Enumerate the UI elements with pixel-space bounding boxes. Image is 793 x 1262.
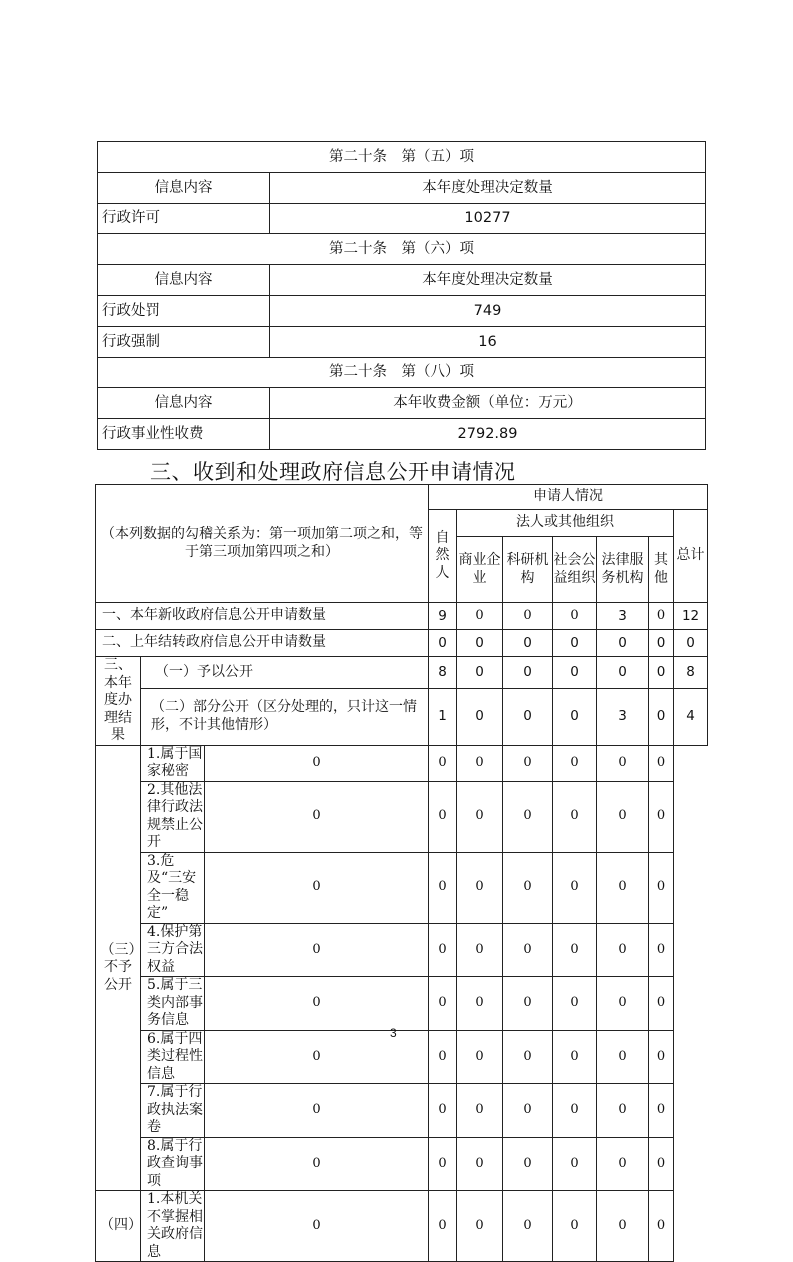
sec8-title: 第二十条 第（八）项 — [98, 357, 706, 388]
four-rows — [96, 1191, 708, 1262]
sec5-col-info: 信息内容 — [98, 172, 270, 203]
refuse-item-other: 0 — [597, 1137, 649, 1191]
refuse-item-label: 5.属于三类内部事务信息 — [141, 977, 205, 1031]
refuse-item-total: 0 — [649, 977, 674, 1031]
four-item-other: 0 — [597, 1191, 649, 1262]
refuse-item-natural: 0 — [205, 1137, 429, 1191]
col-other: 其他 — [649, 537, 674, 603]
row2-social: 0 — [553, 630, 597, 657]
partial-total: 4 — [674, 688, 708, 745]
four-item-label: 1.本机关不掌握相关政府信息 — [141, 1191, 205, 1262]
refuse-item-research: 0 — [457, 977, 503, 1031]
refuse-item-other: 0 — [597, 745, 649, 781]
applicant-header: 申请人情况 — [429, 485, 708, 510]
refuse-item-social: 0 — [503, 1137, 553, 1191]
open-social: 0 — [553, 657, 597, 689]
partial-other: 0 — [649, 688, 674, 745]
four-item-business: 0 — [429, 1191, 457, 1262]
penalty-label: 行政处罚 — [98, 295, 270, 326]
permit-value: 10277 — [270, 203, 706, 234]
refuse-item-research: 0 — [457, 923, 503, 977]
open-natural: 8 — [429, 657, 457, 689]
row1-business: 0 — [457, 603, 503, 630]
refuse-rows — [96, 745, 708, 1191]
sec5-col-count: 本年度处理决定数量 — [270, 172, 706, 203]
refuse-item-business: 0 — [429, 1030, 457, 1084]
table-row — [96, 1030, 708, 1084]
col-natural-person: 自然人 — [429, 510, 457, 603]
refuse-item-social: 0 — [503, 1084, 553, 1138]
refuse-item-research: 0 — [457, 852, 503, 923]
col-legal: 法律服务机构 — [597, 537, 649, 603]
four-item-legal: 0 — [553, 1191, 597, 1262]
row1-research: 0 — [503, 603, 553, 630]
refuse-item-social: 0 — [503, 852, 553, 923]
page-number: 3 — [390, 1026, 397, 1040]
partial-label: （二）部分公开（区分处理的，只计这一情形，不计其他情形） — [141, 688, 429, 745]
refuse-item-legal: 0 — [553, 977, 597, 1031]
col-business: 商业企业 — [457, 537, 503, 603]
refuse-item-label: 1.属于国家秘密 — [141, 745, 205, 781]
partial-legal: 3 — [597, 688, 649, 745]
table-row — [96, 1137, 708, 1191]
row1-natural: 9 — [429, 603, 457, 630]
refuse-item-research: 0 — [457, 745, 503, 781]
four-item-research: 0 — [457, 1191, 503, 1262]
refuse-item-social: 0 — [503, 977, 553, 1031]
refuse-item-total: 0 — [649, 852, 674, 923]
refuse-item-total: 0 — [649, 1137, 674, 1191]
refuse-item-label: 8.属于行政查询事项 — [141, 1137, 205, 1191]
refuse-item-other: 0 — [597, 977, 649, 1031]
refuse-item-social: 0 — [503, 781, 553, 852]
sec5-title: 第二十条 第（五）项 — [98, 142, 706, 173]
col-social: 社会公益组织 — [553, 537, 597, 603]
table-row — [96, 1191, 708, 1262]
refuse-item-total: 0 — [649, 781, 674, 852]
table-row — [96, 781, 708, 852]
four-label: （四） — [96, 1191, 141, 1262]
sec8-col-fee: 本年收费金额（单位：万元） — [270, 388, 706, 419]
refuse-item-business: 0 — [429, 781, 457, 852]
row1-other: 0 — [649, 603, 674, 630]
refuse-item-legal: 0 — [553, 1137, 597, 1191]
refuse-item-total: 0 — [649, 1084, 674, 1138]
refuse-item-legal: 0 — [553, 781, 597, 852]
refuse-item-legal: 0 — [553, 1084, 597, 1138]
refuse-item-research: 0 — [457, 781, 503, 852]
row1-social: 0 — [553, 603, 597, 630]
refuse-item-business: 0 — [429, 923, 457, 977]
refuse-item-legal: 0 — [553, 1030, 597, 1084]
four-item-social: 0 — [503, 1191, 553, 1262]
col-research: 科研机构 — [503, 537, 553, 603]
refuse-item-natural: 0 — [205, 781, 429, 852]
application-stats-table — [95, 484, 708, 1262]
row2-label: 二、上年结转政府信息公开申请数量 — [96, 630, 429, 657]
sec6-col-info: 信息内容 — [98, 265, 270, 296]
penalty-value: 749 — [270, 295, 706, 326]
partial-natural: 1 — [429, 688, 457, 745]
refuse-item-research: 0 — [457, 1030, 503, 1084]
row2-natural: 0 — [429, 630, 457, 657]
refuse-item-legal: 0 — [553, 745, 597, 781]
fee-label: 行政事业性收费 — [98, 419, 270, 450]
open-total: 8 — [674, 657, 708, 689]
legal-person-header: 法人或其他组织 — [457, 510, 674, 537]
refuse-item-business: 0 — [429, 852, 457, 923]
refuse-item-label: 4.保护第三方合法权益 — [141, 923, 205, 977]
sec8-col-info: 信息内容 — [98, 388, 270, 419]
refuse-item-social: 0 — [503, 1030, 553, 1084]
refuse-item-legal: 0 — [553, 923, 597, 977]
four-item-total: 0 — [649, 1191, 674, 1262]
table-row — [96, 745, 708, 781]
refuse-item-research: 0 — [457, 1084, 503, 1138]
partial-social: 0 — [553, 688, 597, 745]
open-research: 0 — [503, 657, 553, 689]
refuse-item-business: 0 — [429, 977, 457, 1031]
col-total: 总计 — [674, 510, 708, 603]
refuse-item-natural: 0 — [205, 923, 429, 977]
table-row — [96, 977, 708, 1031]
refuse-item-total: 0 — [649, 1030, 674, 1084]
result-label: 三、本年度办理结果 — [96, 657, 141, 746]
row2-other: 0 — [649, 630, 674, 657]
row2-total: 0 — [674, 630, 708, 657]
open-legal: 0 — [597, 657, 649, 689]
refuse-item-other: 0 — [597, 1030, 649, 1084]
relation-note: （本列数据的勾稽关系为：第一项加第二项之和，等于第三项加第四项之和） — [96, 485, 429, 603]
refuse-item-business: 0 — [429, 1137, 457, 1191]
refuse-item-label: 6.属于四类过程性信息 — [141, 1030, 205, 1084]
refuse-item-natural: 0 — [205, 852, 429, 923]
row1-total: 12 — [674, 603, 708, 630]
refuse-item-business: 0 — [429, 1084, 457, 1138]
refuse-item-natural: 0 — [205, 745, 429, 781]
section-3-heading: 三、收到和处理政府信息公开申请情况 — [150, 460, 516, 484]
refuse-item-other: 0 — [597, 923, 649, 977]
refuse-item-natural: 0 — [205, 1030, 429, 1084]
refuse-item-legal: 0 — [553, 852, 597, 923]
permit-label: 行政许可 — [98, 203, 270, 234]
coercion-value: 16 — [270, 326, 706, 357]
coercion-label: 行政强制 — [98, 326, 270, 357]
fee-value: 2792.89 — [270, 419, 706, 450]
partial-business: 0 — [457, 688, 503, 745]
refuse-item-total: 0 — [649, 923, 674, 977]
open-business: 0 — [457, 657, 503, 689]
refuse-item-other: 0 — [597, 1084, 649, 1138]
table-row — [96, 923, 708, 977]
refuse-item-social: 0 — [503, 923, 553, 977]
refuse-item-business: 0 — [429, 745, 457, 781]
refuse-item-natural: 0 — [205, 977, 429, 1031]
table-row — [96, 1084, 708, 1138]
sec6-col-count: 本年度处理决定数量 — [270, 265, 706, 296]
four-item-natural: 0 — [205, 1191, 429, 1262]
open-label: （一）予以公开 — [141, 657, 429, 689]
sec6-title: 第二十条 第（六）项 — [98, 234, 706, 265]
open-other: 0 — [649, 657, 674, 689]
decision-stats-table — [97, 141, 706, 450]
refuse-item-research: 0 — [457, 1137, 503, 1191]
partial-research: 0 — [503, 688, 553, 745]
refuse-item-label: 2.其他法律行政法规禁止公开 — [141, 781, 205, 852]
refuse-item-other: 0 — [597, 781, 649, 852]
refuse-item-label: 3.危及“三安全一稳定” — [141, 852, 205, 923]
row2-legal: 0 — [597, 630, 649, 657]
refuse-item-natural: 0 — [205, 1084, 429, 1138]
row2-research: 0 — [503, 630, 553, 657]
row1-label: 一、本年新收政府信息公开申请数量 — [96, 603, 429, 630]
refuse-label: （三）不予公开 — [96, 745, 141, 1191]
refuse-item-total: 0 — [649, 745, 674, 781]
row1-legal: 3 — [597, 603, 649, 630]
refuse-item-social: 0 — [503, 745, 553, 781]
refuse-item-label: 7.属于行政执法案卷 — [141, 1084, 205, 1138]
row2-business: 0 — [457, 630, 503, 657]
table-row — [96, 852, 708, 923]
refuse-item-other: 0 — [597, 852, 649, 923]
